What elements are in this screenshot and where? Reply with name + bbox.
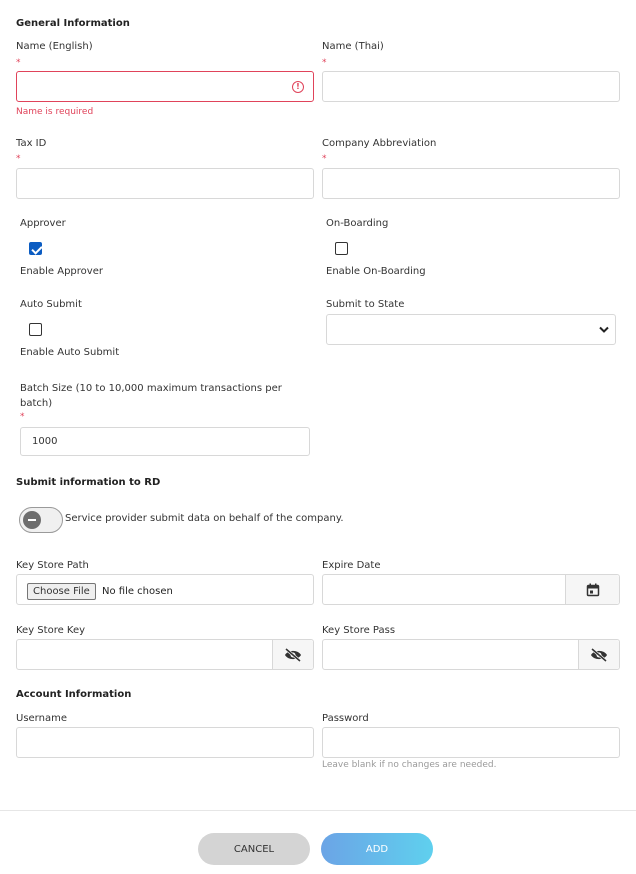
rd-info-title: Submit information to RD [16, 477, 161, 488]
batch-size-input[interactable] [20, 427, 310, 456]
name-english-label: Name (English) [16, 41, 93, 52]
key-store-path-label: Key Store Path [16, 560, 89, 571]
batch-size-value: 1000 [32, 436, 58, 447]
tax-id-input[interactable] [16, 168, 314, 199]
onboarding-label: On-Boarding [326, 218, 389, 229]
batch-size-label: Batch Size (10 to 10,000 maximum transactions per batch) [20, 383, 282, 409]
general-info-title: General Information [16, 18, 130, 29]
auto-submit-label: Auto Submit [20, 299, 82, 310]
key-store-key-label: Key Store Key [16, 625, 86, 636]
onboarding-checkbox[interactable] [335, 242, 348, 255]
key-store-key-visibility-button[interactable] [272, 640, 313, 669]
auto-submit-checkbox-label: Enable Auto Submit [20, 347, 120, 358]
expire-date-picker-button[interactable] [565, 575, 619, 604]
key-store-pass-input[interactable] [322, 639, 620, 670]
choose-file-button[interactable]: Choose File [27, 583, 96, 600]
calendar-icon [586, 583, 600, 597]
key-store-pass-visibility-button[interactable] [578, 640, 619, 669]
approver-label: Approver [20, 218, 66, 229]
eye-off-icon [284, 648, 302, 662]
company-abbrev-required: * [322, 154, 327, 164]
approver-checkbox-label: Enable Approver [20, 266, 103, 277]
username-label: Username [16, 713, 67, 724]
approver-checkbox[interactable] [29, 242, 42, 255]
error-circle-icon: ! [292, 81, 304, 93]
submit-state-select[interactable] [326, 314, 616, 345]
eye-off-icon [590, 648, 608, 662]
company-abbrev-input[interactable] [322, 168, 620, 199]
auto-submit-checkbox[interactable] [29, 323, 42, 336]
account-info-title: Account Information [16, 689, 132, 700]
name-thai-input[interactable] [322, 71, 620, 102]
password-hint: Leave blank if no changes are needed. [322, 760, 497, 770]
add-button[interactable]: ADD [321, 833, 433, 865]
password-input[interactable] [322, 727, 620, 758]
no-file-text: No file chosen [102, 586, 173, 597]
expire-date-label: Expire Date [322, 560, 381, 571]
key-store-key-input[interactable] [16, 639, 314, 670]
rd-toggle-label: Service provider submit data on behalf of the company. [65, 513, 344, 524]
username-input[interactable] [16, 727, 314, 758]
onboarding-checkbox-label: Enable On-Boarding [326, 266, 426, 277]
expire-date-input[interactable] [322, 574, 620, 605]
batch-size-required: * [20, 412, 25, 422]
name-thai-label: Name (Thai) [322, 41, 384, 52]
name-error-message: Name is required [16, 107, 94, 117]
key-store-pass-label: Key Store Pass [322, 625, 396, 636]
name-english-required: * [16, 58, 21, 68]
minus-icon [23, 511, 41, 529]
footer-divider [0, 810, 636, 811]
tax-id-label: Tax ID [16, 138, 47, 149]
name-english-input[interactable] [16, 71, 314, 102]
rd-toggle[interactable] [19, 507, 63, 533]
cancel-button[interactable]: CANCEL [198, 833, 310, 865]
key-store-path-input[interactable] [16, 574, 314, 605]
name-thai-required: * [322, 58, 327, 68]
password-label: Password [322, 713, 369, 724]
submit-state-label: Submit to State [326, 299, 405, 310]
chevron-down-icon [599, 326, 609, 334]
company-abbrev-label: Company Abbreviation [322, 138, 437, 149]
tax-id-required: * [16, 154, 21, 164]
